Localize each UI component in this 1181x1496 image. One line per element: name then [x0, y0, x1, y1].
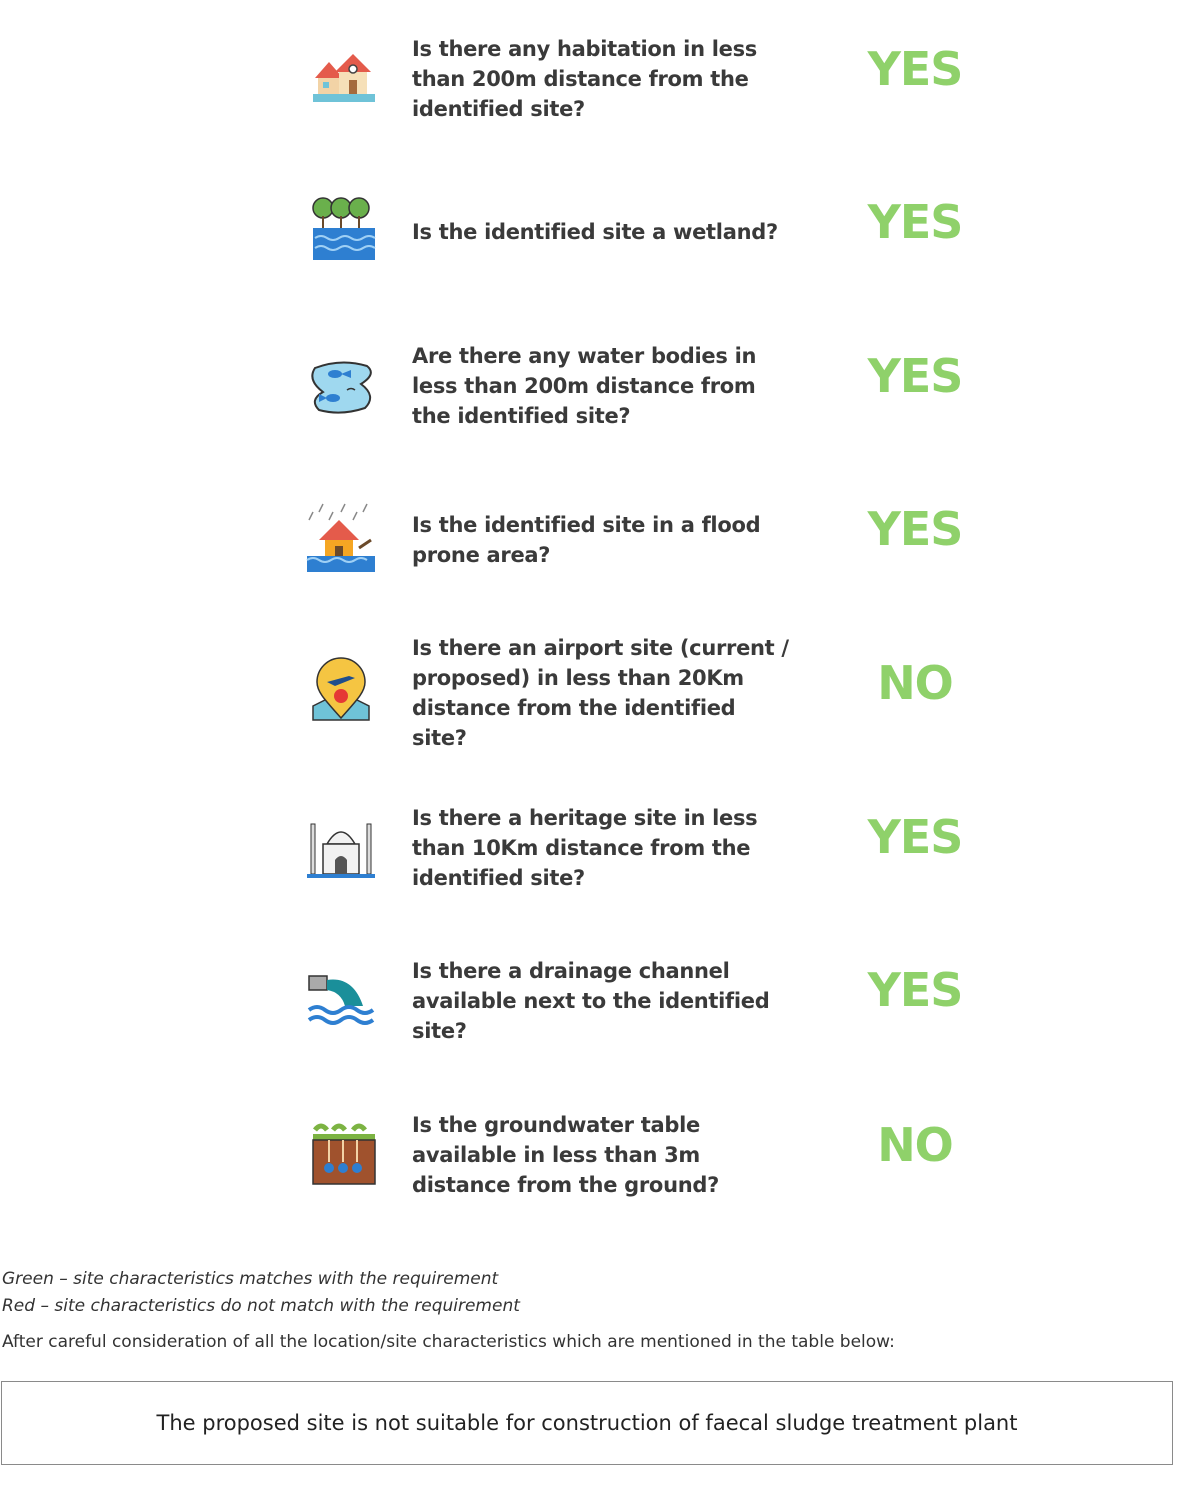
criterion-answer: YES: [867, 195, 963, 249]
flood-icon: [305, 502, 377, 574]
verdict-box: [1, 1381, 1173, 1465]
groundwater-icon: [305, 1116, 377, 1188]
intro-text: After careful consideration of all the location/site characteristics which are mentioned in the table below:: [2, 1332, 895, 1352]
wetland-icon: [305, 194, 377, 266]
criterion-question: Is the identified site a wetland?: [412, 220, 778, 244]
criterion-question: Is there any habitation in less than 200m distance from the identified site?: [412, 37, 757, 121]
legend-red: Red – site characteristics do not match with the requirement: [2, 1296, 520, 1316]
heritage-icon: [305, 810, 377, 882]
criterion-question: Is the groundwater table available in less than 3m distance from the ground?: [412, 1113, 719, 1197]
airport-icon: [305, 656, 377, 728]
criterion-answer: YES: [867, 42, 963, 96]
criterion-answer: NO: [877, 1118, 953, 1172]
verdict-text: The proposed site is not suitable for construction of faecal sludge treatment plant: [156, 1411, 1018, 1435]
criterion-answer: NO: [877, 656, 953, 710]
criterion-question: Is the identified site in a flood prone area?: [412, 513, 761, 567]
criterion-answer: YES: [867, 502, 963, 556]
criterion-answer: YES: [867, 349, 963, 403]
houses-icon: [305, 42, 377, 114]
legend-green: Green – site characteristics matches with the requirement: [2, 1269, 499, 1289]
criterion-question: Are there any water bodies in less than 200m distance from the identified site?: [412, 344, 757, 428]
criterion-answer: YES: [867, 810, 963, 864]
drainage-icon: [305, 962, 377, 1034]
criterion-question: Is there a drainage channel available next to the identified site?: [412, 959, 770, 1043]
water-body-icon: [305, 352, 377, 424]
criterion-question: Is there an airport site (current / proposed) in less than 20Km distance from the identified site?: [412, 636, 789, 750]
criterion-answer: YES: [867, 963, 963, 1017]
criterion-question: Is there a heritage site in less than 10Km distance from the identified site?: [412, 806, 758, 890]
